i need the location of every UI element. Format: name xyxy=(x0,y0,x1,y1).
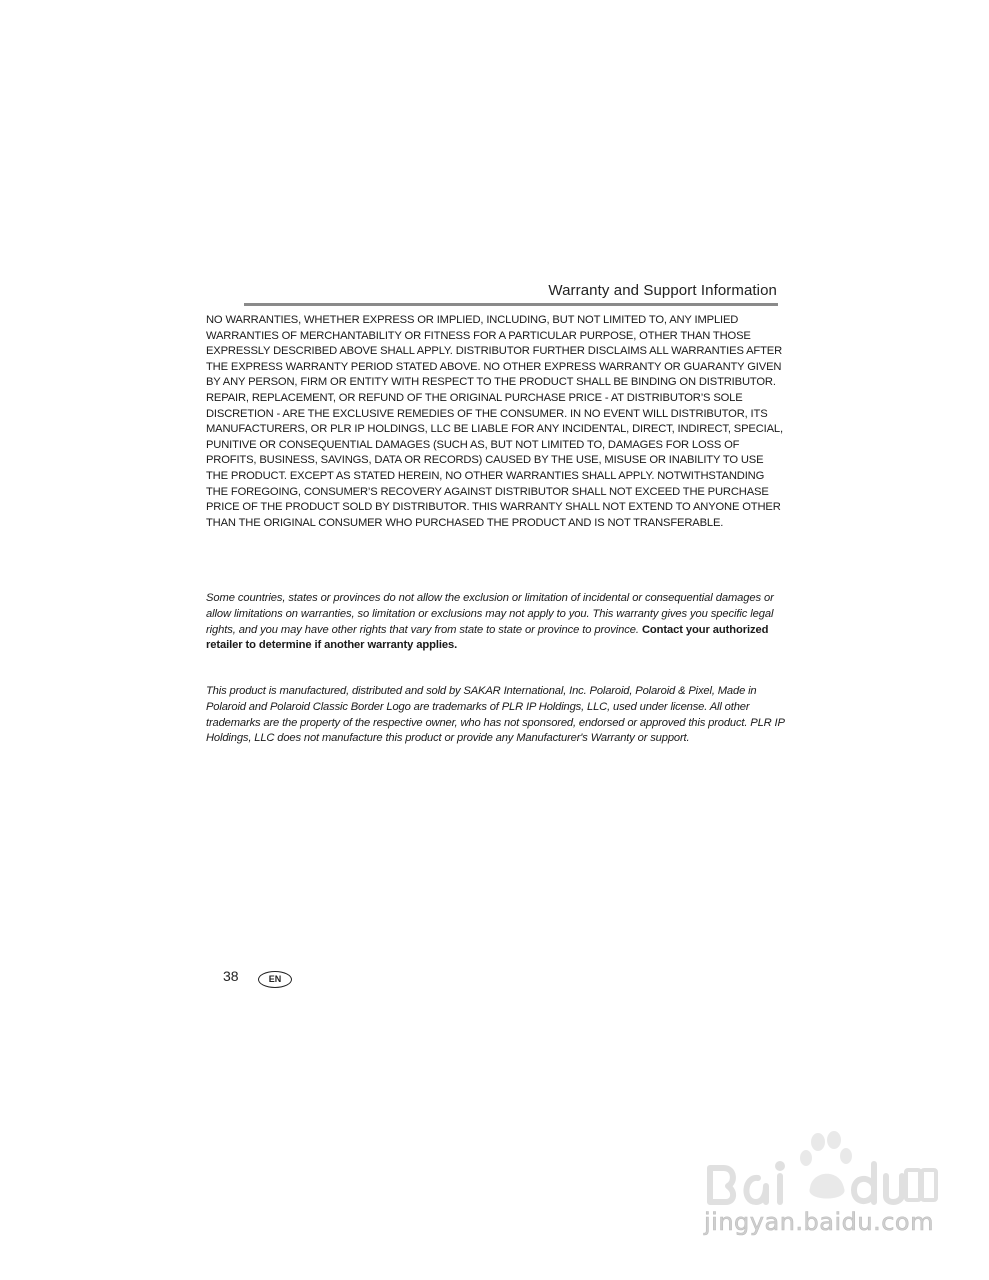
header-rule xyxy=(244,303,778,306)
trademark-note: This product is manufactured, distributed and sold by SAKAR International, Inc. Polaroid, Polaroid & Pixel, Made in Polaroid and Polaroid Classic Border Logo are trademarks of PLR IP Holdings, LLC, used under license. All other trademarks are the property of the respective owner, who has not sponsored, endorsed or approved this product. PLR IP Holdings, LLC does not manufacture this product or provide any Manufacturer's Warranty or support. xyxy=(206,685,785,745)
exclusion-note-italic: Some countries, states or provinces do not allow the exclusion or limitation of incidental or consequential damages or allow limitations on warranties, so limitation or exclusions may not apply to you. This warranty gives you specific legal rights, and you may have other rights that vary from state to state or province to province. xyxy=(206,592,774,636)
exclusion-note-bold: Contact your authorized retailer to determine if another warranty applies. xyxy=(206,623,769,652)
section-title: Warranty and Support Information xyxy=(548,282,777,299)
warranty-disclaimer: NO WARRANTIES, WHETHER EXPRESS OR IMPLIED, INCLUDING, BUT NOT LIMITED TO, ANY IMPLIED WARRANTIES OF MERCHANTABILITY OR FITNESS FOR A PARTICULAR PURPOSE, OTHER THAN THOSE EXPRESSLY DESCRIBED ABOVE SHALL APPLY. DISTRIBUTOR FURTHER DISCLAIMS ALL WARRANTIES AFTER THE EXPRESS WARRANTY PERIOD STATED ABOVE. NO OTHER EXPRESS WARRANTY OR GUARANTY GIVEN BY ANY PERSON, FIRM OR ENTITY WITH RESPECT TO THE PRODUCT SHALL BE BINDING ON DISTRIBUTOR. REPAIR, REPLACEMENT, OR REFUND OF THE ORIGINAL PURCHASE PRICE - AT DISTRIBUTOR’S SOLE DISCRETION - ARE THE EXCLUSIVE REMEDIES OF THE CONSUMER. IN NO EVENT WILL DISTRIBUTOR, ITS MANUFACTURERS, OR PLR IP HOLDINGS, LLC BE LIABLE FOR ANY INCIDENTAL, DIRECT, INDIRECT, SPECIAL, PUNITIVE OR CONSEQUENTIAL DAMAGES (SUCH AS, BUT NOT LIMITED TO, DAMAGES FOR LOSS OF PROFITS, BUSINESS, SAVINGS, DATA OR RECORDS) CAUSED BY THE USE, MISUSE OR INABILITY TO USE THE PRODUCT. EXCEPT AS STATED HEREIN, NO OTHER WARRANTIES SHALL APPLY. NOTWITHSTANDING THE FOREGOING, CONSUMER’S RECOVERY AGAINST DISTRIBUTOR SHALL NOT EXCEED THE PURCHASE PRICE OF THE PRODUCT SOLD BY DISTRIBUTOR. THIS WARRANTY SHALL NOT EXTEND TO ANYONE OTHER THAN THE ORIGINAL CONSUMER WHO PURCHASED THE PRODUCT AND IS NOT TRANSFERABLE. xyxy=(206,314,783,529)
baidu-watermark-url: jingyan.baidu.com xyxy=(704,1208,934,1236)
language-badge: EN xyxy=(258,971,292,988)
exclusion-note xyxy=(206,591,784,654)
page-number: 38 xyxy=(223,968,239,984)
